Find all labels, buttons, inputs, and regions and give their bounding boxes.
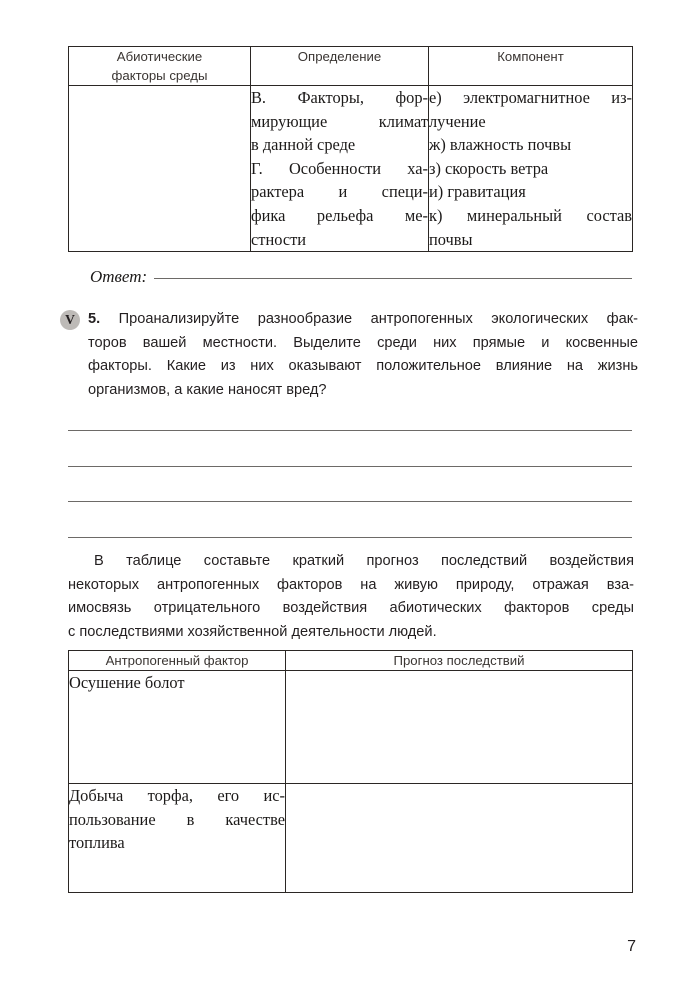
- instruction-line: с последствиями хозяйственной деятельности людей.: [68, 623, 437, 640]
- forecast-answer-cell[interactable]: [286, 671, 633, 784]
- answer-label: Ответ:: [90, 267, 148, 286]
- instruction-line: имосвязь отрицательного воздействия абиотических факторов среды: [68, 600, 634, 616]
- page-number: 7: [627, 938, 636, 955]
- component-line: и) гравитация: [429, 182, 526, 202]
- instruction-line: некоторых антропогенных факторов на живую природу, отражая вза-: [68, 576, 634, 593]
- header-line: Компонент: [497, 49, 564, 64]
- definition-line: мирующие климат: [251, 111, 428, 131]
- table-row: [69, 784, 633, 893]
- table-header-cell-anthropogenic-factor: Антропогенный фактор: [69, 651, 286, 671]
- abiotic-factors-matching-table: [68, 46, 633, 252]
- definition-cell: [251, 86, 429, 252]
- question-5-block: [60, 308, 638, 402]
- question-number: 5.: [88, 311, 101, 327]
- component-line: почвы: [429, 229, 473, 249]
- table-row: [69, 86, 633, 252]
- write-line[interactable]: [68, 466, 632, 467]
- level-badge-icon: V: [60, 310, 80, 330]
- definition-line: рактера и специ-: [251, 182, 428, 202]
- question-line: факторы. Какие из них оказывают положительное влияние на жизнь: [88, 358, 638, 374]
- table-header-row: [69, 651, 633, 671]
- table-header-cell-abiotic-factors: [69, 47, 251, 86]
- factor-cell: [69, 784, 286, 893]
- header-line: факторы среды: [111, 68, 208, 83]
- instruction-line: В таблице составьте краткий прогноз последствий воздействия: [94, 553, 634, 569]
- answer-row: [90, 267, 632, 287]
- question-line: торов вашей местности. Выделите среди них прямые и косвенные: [88, 334, 638, 351]
- component-line: ж) влажность почвы: [429, 135, 572, 155]
- write-line[interactable]: [68, 430, 632, 431]
- question-line: организмов, а какие наносят вред?: [88, 381, 327, 398]
- question-line: [88, 308, 638, 332]
- component-line: лучение: [429, 111, 486, 131]
- table-header-cell-forecast: Прогноз последствий: [286, 651, 633, 671]
- header-line: Абиотические: [116, 49, 203, 64]
- definition-line: Г. Особенности ха-: [251, 158, 428, 178]
- answer-write-line[interactable]: [154, 278, 632, 279]
- definition-line: В. Факторы, фор-: [251, 88, 428, 107]
- question-line-text: Проанализируйте разнообразие антропогенных экологических фак-: [118, 311, 638, 327]
- factor-cell: [69, 671, 286, 784]
- anthropogenic-forecast-table: [68, 650, 633, 893]
- component-line: к) минеральный состав: [429, 205, 632, 225]
- table-header-cell-definition: [251, 47, 429, 86]
- factor-line: пользование в качестве: [69, 809, 285, 829]
- write-line[interactable]: [68, 501, 632, 502]
- definition-line: стности: [251, 229, 307, 249]
- table-row: [69, 671, 633, 784]
- answer-cell-abiotic-factors[interactable]: [69, 86, 251, 252]
- forecast-answer-cell[interactable]: [286, 784, 633, 893]
- factor-line: Добыча торфа, его ис-: [69, 786, 285, 805]
- factor-line: топлива: [69, 833, 125, 853]
- instruction-paragraph: [68, 550, 634, 644]
- component-line: з) скорость ветра: [429, 158, 549, 178]
- header-line: Определение: [297, 49, 382, 64]
- table-header-cell-component: [429, 47, 633, 86]
- component-cell: [429, 86, 633, 252]
- table-header-row: [69, 47, 633, 86]
- question-5-text: [88, 308, 638, 402]
- component-line: е) электромагнитное из-: [429, 88, 632, 107]
- factor-line: Осушение болот: [69, 673, 185, 692]
- write-line[interactable]: [68, 537, 632, 538]
- definition-line: в данной среде: [251, 135, 356, 155]
- definition-line: фика рельефа ме-: [251, 205, 428, 225]
